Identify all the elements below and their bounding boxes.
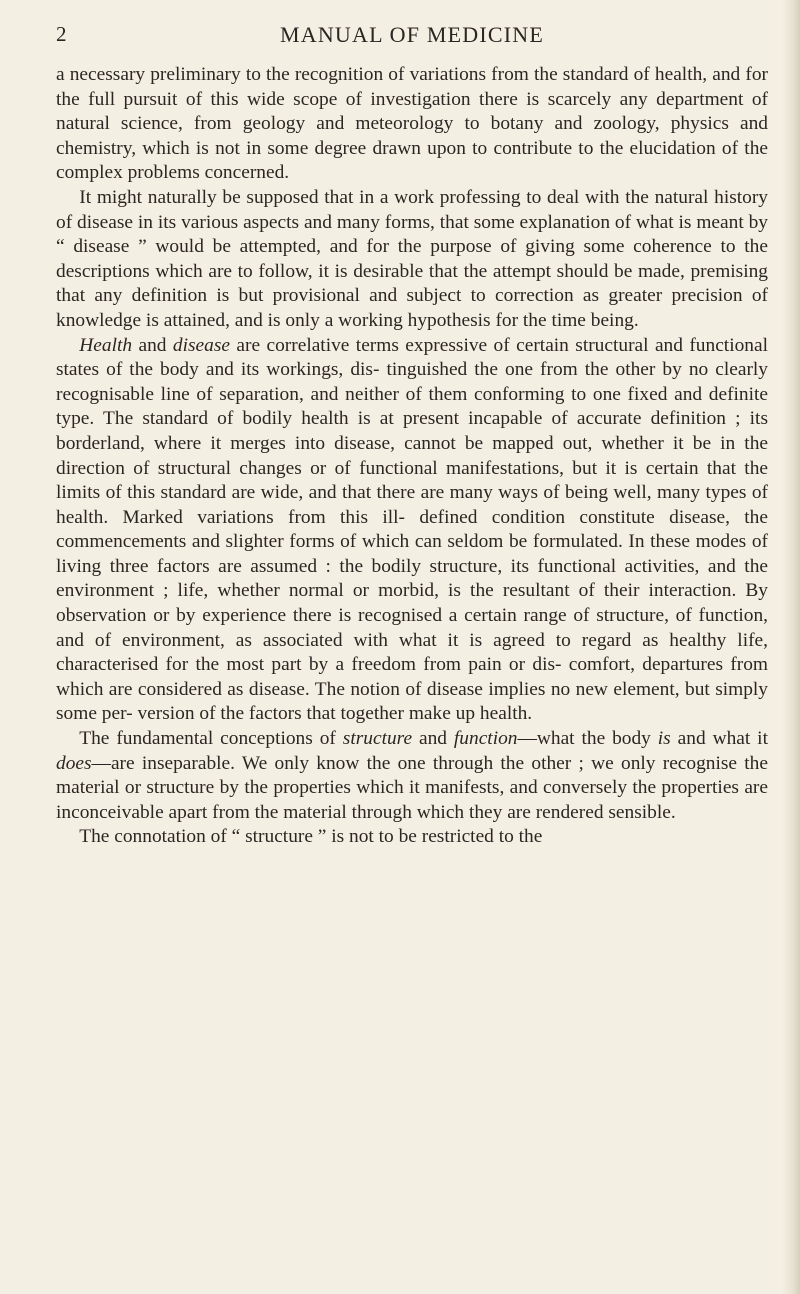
paragraph-4-text: —are inseparable. We only know the one through the other ; we only recognise the material or structure by the properties which it manifests, and conversely the properties are inconceivable apart from the material through which they are rendered sensible. [56, 752, 768, 823]
paragraph-4 [56, 727, 768, 825]
connector-and: and [419, 728, 447, 750]
term-is: is [657, 728, 671, 750]
term-disease: disease [172, 334, 230, 356]
running-title: MANUAL OF MEDICINE [280, 22, 544, 47]
paragraph-4-mid2: and what it [677, 728, 768, 750]
paragraph-4-mid: —what the body [517, 728, 651, 750]
term-structure: structure [342, 728, 413, 750]
paragraph-3-text: are correlative terms expressive of certain structural and functional states of the body and its workings, dis- tinguished the one from the other by no clearly recognisable line of separation, and neither of them conforming to one fixed and definite type. The standard of bodily health is at present incapable of accurate definition ; its borderland, where it merges into disease, cannot be mapped out, whether it be in the direction of structural changes or of functional manifestations, but it is certain that the limits of this standard are wide, and that there are many ways of being well, many types of health. Marked variations from this ill- defined condition constitute disease, the commencements and slighter forms of which can seldom be formulated. In these modes of living three factors are assumed : the bodily structure, its functional activities, and the environment ; life, whether normal or morbid, is the resultant of their interaction. By observation or by experience there is recognised a certain range of structure, of function, and of environment, as associated with what it is agreed to regard as healthy life, characterised for the most part by a freedom from pain or dis- comfort, departures from which are considered as disease. The notion of disease implies no new element, but simply some per- version of the factors that together make up health. [56, 334, 768, 725]
paragraph-2: It might naturally be supposed that in a work professing to deal with the natural history of disease in its various aspects and many forms, that some explanation of what is meant by “ disease ” would be attempted, and for the purpose of giving some coherence to the descriptions which are to follow, it is desirable that the attempt should be made, premising that any definition is but provisional and subject to correction as greater precision of knowledge is attained, and is only a working hypothesis for the time being. [56, 186, 768, 331]
page-number: 2 [56, 22, 67, 46]
page-edge-shadow [782, 0, 800, 1294]
paragraph-5: The connotation of “ structure ” is not to be restricted to the [79, 826, 543, 848]
term-health: Health [79, 334, 133, 356]
term-function: function [453, 728, 518, 750]
connector-and: and [138, 334, 167, 356]
body-text [56, 63, 768, 850]
page-header [56, 22, 768, 52]
term-does: does [56, 752, 92, 774]
paragraph-4-lead: The fundamental conceptions of [79, 728, 336, 750]
paragraph-1: a necessary preliminary to the recognition of variations from the standard of health, and for the full pursuit of this wide scope of investigation there is scarcely any department of natural science, from geology and meteorology to botany and zoology, physics and chemistry, which is not in some degree drawn upon to contribute to the elucidation of the complex problems concerned. [56, 64, 768, 184]
paragraph-3 [56, 334, 768, 728]
